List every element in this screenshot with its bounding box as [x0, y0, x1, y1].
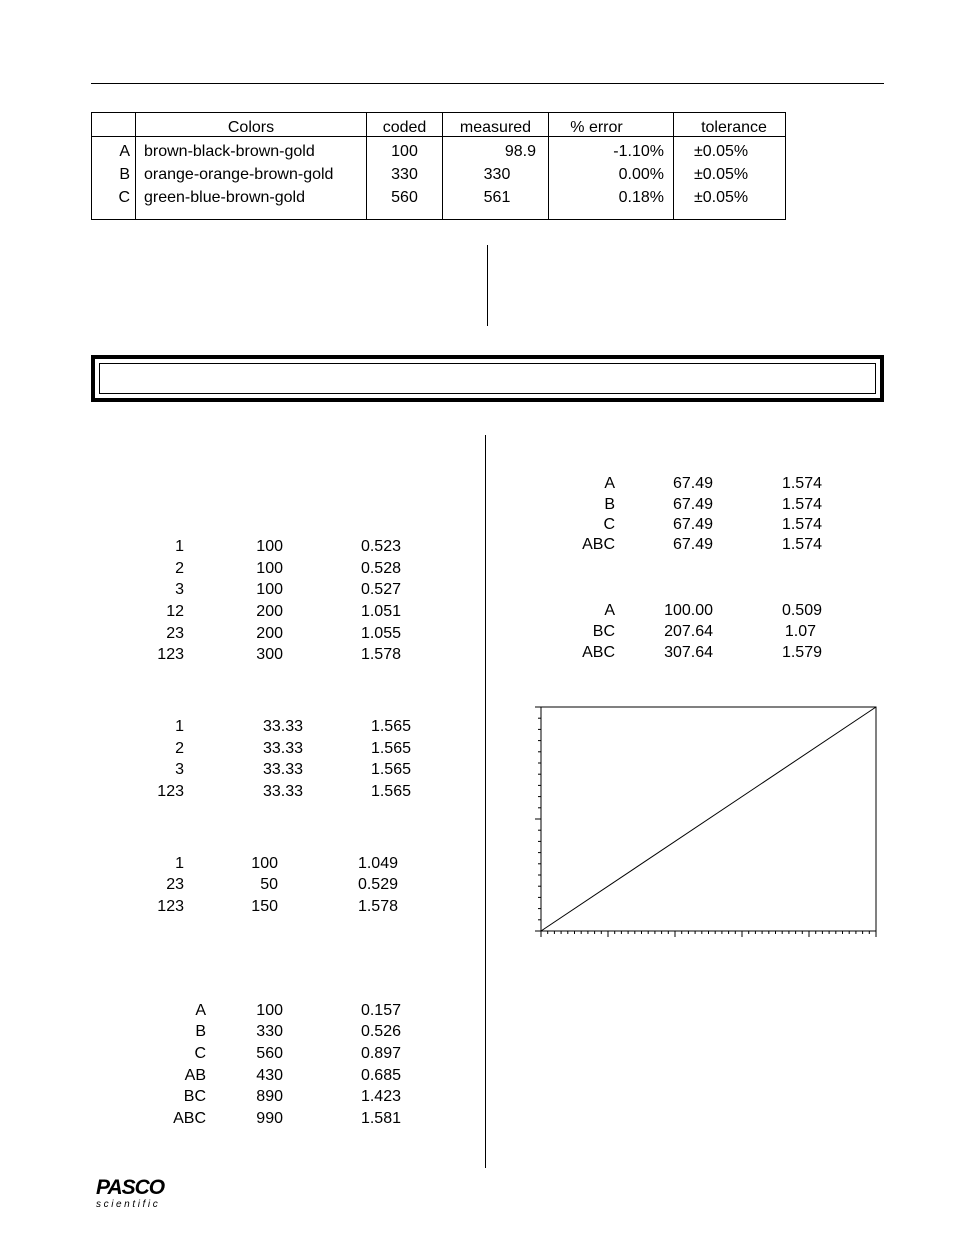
cell-b: 67.49 [672, 536, 713, 553]
cell-b: 100 [251, 855, 278, 872]
cell-a: 12 [166, 603, 184, 620]
pasco-logo [96, 1178, 164, 1211]
cell-c: 1.574 [781, 536, 822, 553]
resistor-table [91, 112, 786, 220]
row-measured: 98.9 [504, 143, 536, 160]
cell-b: 33.33 [262, 718, 303, 735]
cell-b: 200 [256, 603, 283, 620]
resistance-chart [530, 700, 886, 940]
cell-a: 123 [157, 783, 184, 800]
row-colors: orange-orange-brown-gold [144, 166, 334, 183]
logo-tagline: scientific [96, 1199, 161, 1210]
cell-b: 307.64 [664, 644, 713, 661]
header-tolerance: tolerance [701, 119, 767, 136]
row-tolerance: ±0.05% [694, 166, 749, 183]
cell-b: 560 [256, 1045, 283, 1062]
cell-c: 1.07 [784, 623, 816, 640]
cell-c: 0.529 [357, 876, 398, 893]
cell-c: 1.565 [370, 783, 411, 800]
cell-b: 200 [256, 625, 283, 642]
cell-b: 990 [256, 1110, 283, 1127]
cell-c: 1.578 [360, 646, 401, 663]
cell-b: 33.33 [262, 761, 303, 778]
cell-a: 1 [175, 718, 184, 735]
cell-b: 300 [256, 646, 283, 663]
cell-c: 0.523 [360, 538, 401, 555]
column-divider [485, 435, 486, 1168]
y-axis-ticks [535, 707, 541, 931]
row-colors: brown-black-brown-gold [144, 143, 315, 160]
logo-wordmark: PASCO [96, 1176, 165, 1199]
cell-c: 1.055 [360, 625, 401, 642]
cell-b: 33.33 [262, 740, 303, 757]
cell-a: ABC [173, 1110, 206, 1127]
row-error: 0.18% [618, 189, 664, 206]
cell-c: 1.049 [357, 855, 398, 872]
header-coded: coded [382, 119, 427, 136]
cell-a: A [195, 1002, 206, 1019]
section-banner [91, 355, 884, 402]
cell-c: 1.581 [360, 1110, 401, 1127]
cell-b: 207.64 [664, 623, 713, 640]
cell-c: 1.565 [370, 761, 411, 778]
cell-c: 0.527 [360, 581, 401, 598]
cell-b: 150 [251, 898, 278, 915]
cell-c: 1.579 [781, 644, 822, 661]
cell-b: 67.49 [672, 496, 713, 513]
cell-a: BC [592, 623, 615, 640]
cell-a: 23 [166, 876, 184, 893]
cell-c: 0.685 [360, 1067, 401, 1084]
row-measured: 561 [483, 189, 511, 206]
cell-b: 890 [256, 1088, 283, 1105]
row-error: 0.00% [618, 166, 664, 183]
row-label: B [119, 166, 130, 183]
cell-c: 1.574 [781, 516, 822, 533]
column-divider [487, 245, 488, 326]
cell-c: 0.157 [360, 1002, 401, 1019]
row-coded: 100 [391, 143, 418, 160]
cell-b: 100.00 [664, 602, 713, 619]
row-tolerance: ±0.05% [694, 143, 749, 160]
header-colors: Colors [227, 119, 275, 136]
cell-a: ABC [582, 536, 615, 553]
cell-c: 0.897 [360, 1045, 401, 1062]
cell-a: BC [183, 1088, 206, 1105]
cell-b: 100 [256, 1002, 283, 1019]
row-coded: 330 [391, 166, 418, 183]
cell-a: 23 [166, 625, 184, 642]
cell-a: C [194, 1045, 206, 1062]
cell-a: 2 [175, 740, 184, 757]
cell-c: 1.051 [360, 603, 401, 620]
cell-a: ABC [582, 644, 615, 661]
cell-b: 430 [256, 1067, 283, 1084]
cell-c: 1.565 [370, 740, 411, 757]
cell-a: 3 [175, 761, 184, 778]
row-label: C [118, 189, 130, 206]
cell-c: 0.528 [360, 560, 401, 577]
cell-a: A [604, 475, 615, 492]
cell-a: A [604, 602, 615, 619]
cell-a: 2 [175, 560, 184, 577]
cell-a: 123 [157, 898, 184, 915]
cell-a: 123 [157, 646, 184, 663]
cell-a: B [604, 496, 615, 513]
cell-b: 330 [256, 1023, 283, 1040]
cell-a: 3 [175, 581, 184, 598]
header-measured: measured [459, 119, 532, 136]
cell-b: 100 [256, 581, 283, 598]
row-tolerance: ±0.05% [694, 189, 749, 206]
cell-a: B [195, 1023, 206, 1040]
cell-c: 1.423 [360, 1088, 401, 1105]
header-rule [91, 83, 884, 84]
row-colors: green-blue-brown-gold [144, 189, 305, 206]
row-measured: 330 [483, 166, 511, 183]
cell-b: 33.33 [262, 783, 303, 800]
cell-b: 67.49 [672, 516, 713, 533]
cell-c: 1.574 [781, 475, 822, 492]
cell-b: 100 [256, 560, 283, 577]
cell-a: 1 [175, 538, 184, 555]
row-label: A [119, 143, 130, 160]
cell-a: 1 [175, 855, 184, 872]
cell-a: AB [184, 1067, 206, 1084]
cell-c: 1.578 [357, 898, 398, 915]
row-error: -1.10% [613, 143, 664, 160]
cell-c: 0.526 [360, 1023, 401, 1040]
cell-c: 1.574 [781, 496, 822, 513]
cell-c: 1.565 [370, 718, 411, 735]
data-line [541, 707, 876, 931]
cell-c: 0.509 [781, 602, 822, 619]
cell-b: 100 [256, 538, 283, 555]
cell-a: C [603, 516, 615, 533]
x-axis-ticks [541, 931, 876, 937]
header-error: % error [570, 119, 623, 136]
row-coded: 560 [391, 189, 418, 206]
cell-b: 67.49 [672, 475, 713, 492]
cell-b: 50 [260, 876, 278, 893]
